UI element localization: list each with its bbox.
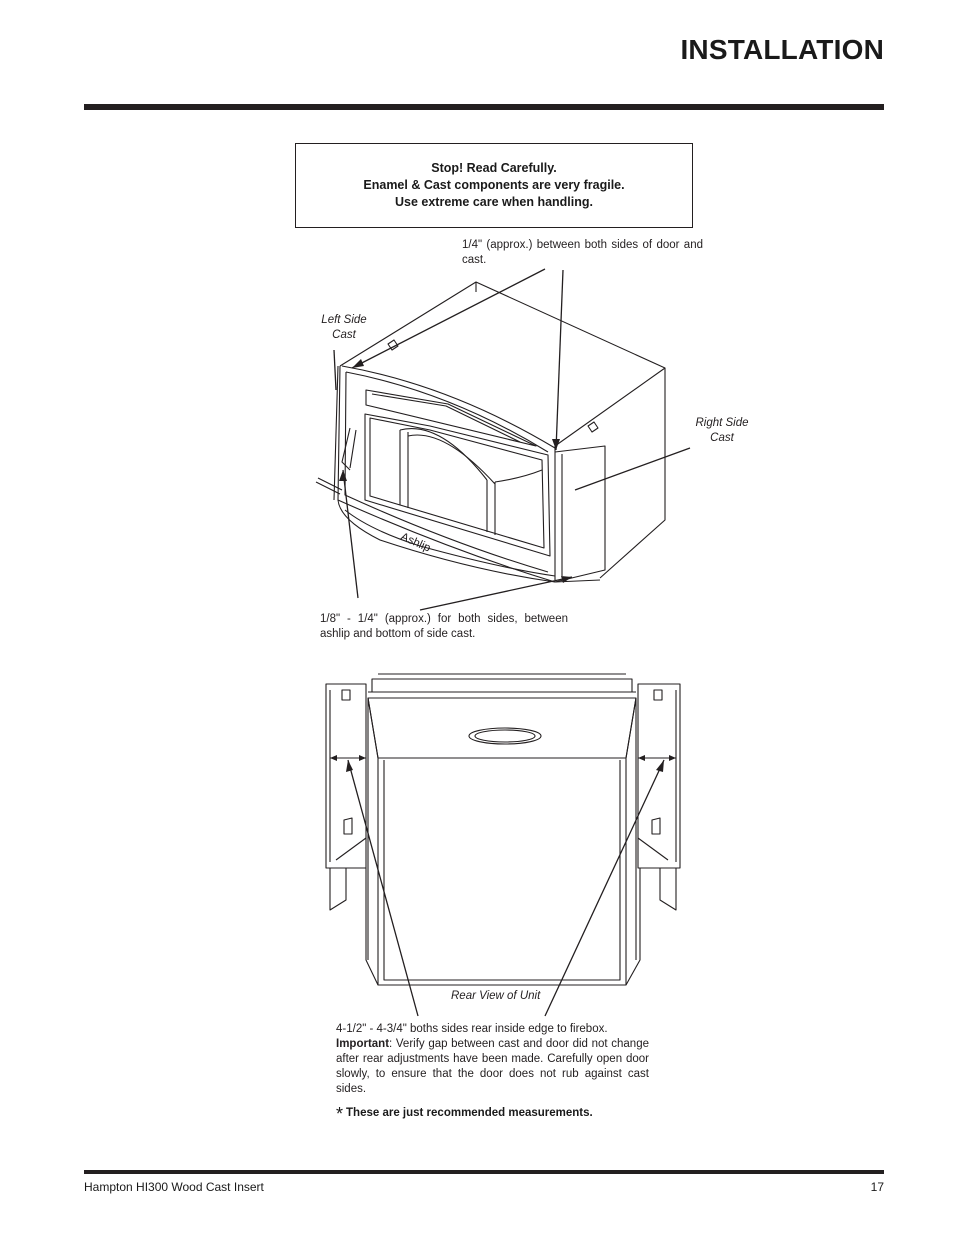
asterisk: *: [336, 1104, 344, 1124]
rear-callout-line1: 4-1/2" - 4-3/4" boths sides rear inside edge to firebox.: [336, 1023, 608, 1035]
left-side-cast-label: Left Side Cast: [321, 314, 367, 341]
front-callout-arrowheads: [339, 359, 572, 583]
page-title: INSTALLATION: [680, 34, 884, 65]
rear-view-label: Rear View of Unit: [451, 990, 541, 1002]
right-side-cast-label: Right Side Cast: [695, 417, 749, 444]
rear-view-unit: [326, 674, 680, 985]
important-text: : Verify gap between cast and door did not change after rear adjustments have been made. Carefully open door slowly, to ensure that the door does not rub against cast sides.: [336, 1038, 649, 1095]
page-number: 17: [870, 1180, 884, 1194]
front-callout-lines: [334, 269, 690, 610]
rear-callout: [336, 1022, 649, 1097]
note-text: These are just recommended measurements.: [346, 1107, 593, 1119]
footer-rule: [84, 1170, 884, 1174]
warning-line-1: Stop! Read Carefully.: [431, 161, 557, 175]
important-label: Important: [336, 1038, 390, 1050]
ashlip-label: Ashlip: [398, 530, 433, 555]
recommendation-note: [336, 1104, 593, 1125]
door-gap-callout: 1/4" (approx.) between both sides of door and cast.: [462, 239, 703, 266]
warning-line-3: Use extreme care when handling.: [395, 195, 593, 209]
footer-product-name: Hampton HI300 Wood Cast Insert: [84, 1180, 264, 1194]
rear-callout-lines: [348, 760, 664, 1016]
rear-callout-arrowheads: [346, 760, 664, 772]
ashlip-gap-callout: 1/8" - 1/4" (approx.) for both sides, between ashlip and bottom of side cast.: [320, 613, 568, 640]
warning-line-2: Enamel & Cast components are very fragile.: [363, 178, 625, 192]
rear-important-paragraph: [336, 1037, 649, 1097]
